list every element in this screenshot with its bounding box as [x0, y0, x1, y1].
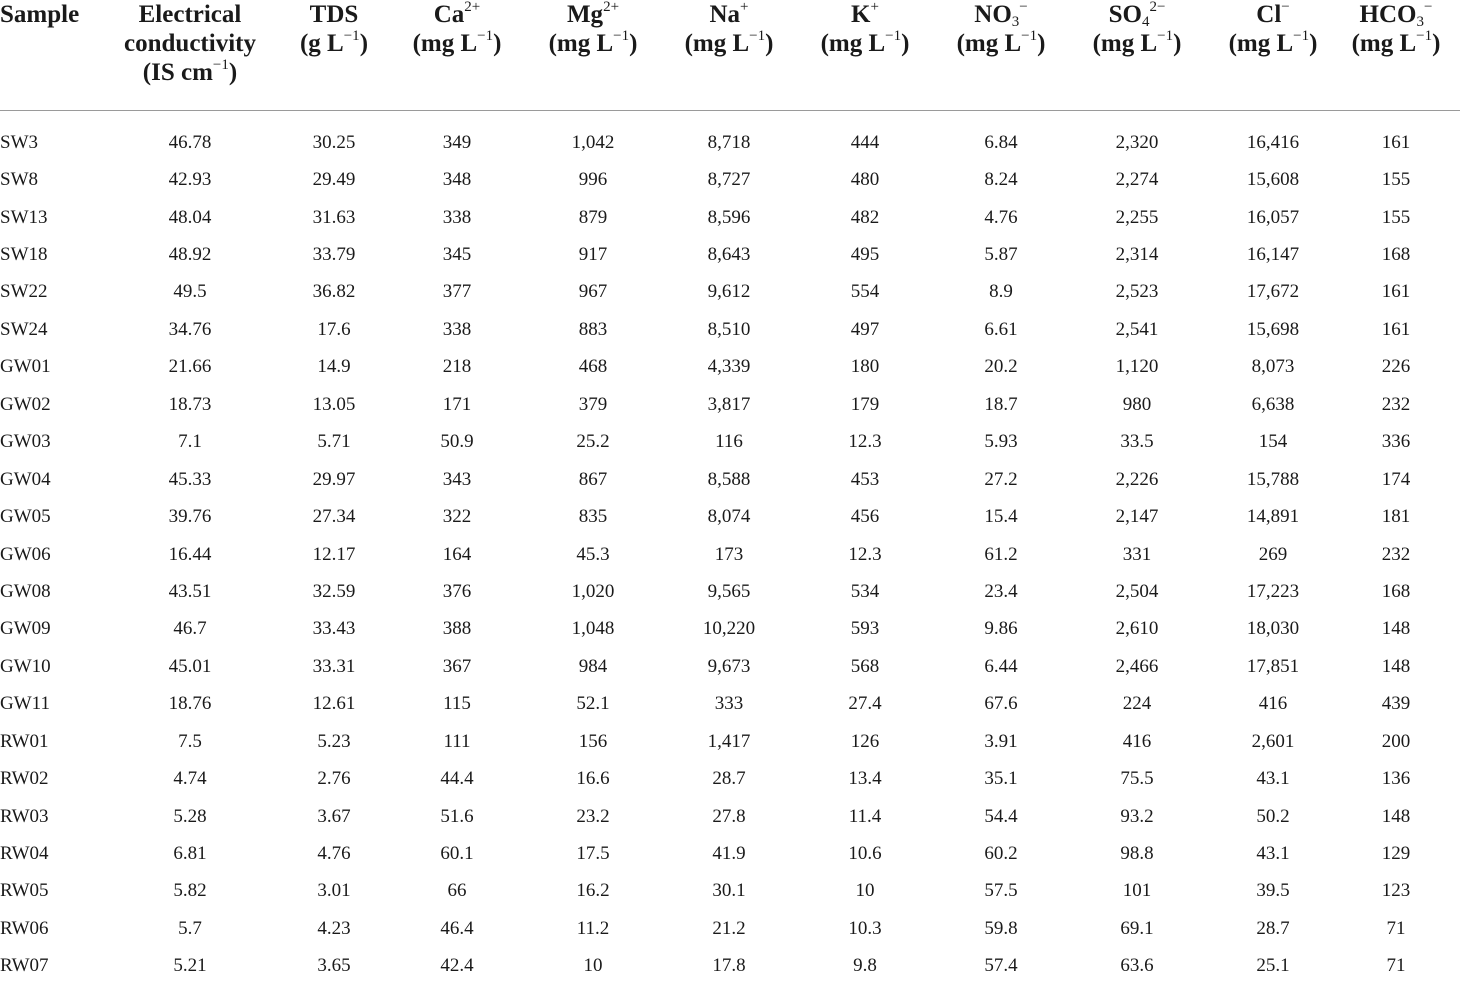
column-header-sample: Sample: [0, 0, 110, 111]
cell-sodium: 8,643: [670, 236, 788, 273]
cell-chloride: 28.7: [1214, 910, 1332, 947]
cell-chloride: 16,057: [1214, 199, 1332, 236]
cell-electrical-conductivity: 18.73: [110, 386, 270, 423]
cell-chloride: 17,672: [1214, 274, 1332, 311]
cell-calcium: 338: [398, 311, 516, 348]
cell-bicarbonate: 181: [1332, 498, 1460, 535]
cell-chloride: 18,030: [1214, 611, 1332, 648]
cell-sample: RW06: [0, 910, 110, 947]
cell-chloride: 15,698: [1214, 311, 1332, 348]
cell-chloride: 43.1: [1214, 760, 1332, 797]
cell-magnesium: 996: [516, 161, 670, 198]
cell-bicarbonate: 161: [1332, 311, 1460, 348]
cell-nitrate: 18.7: [942, 386, 1060, 423]
cell-potassium: 27.4: [788, 686, 942, 723]
cell-nitrate: 15.4: [942, 498, 1060, 535]
cell-calcium: 345: [398, 236, 516, 273]
cell-magnesium: 45.3: [516, 536, 670, 573]
cell-nitrate: 20.2: [942, 349, 1060, 386]
cell-chloride: 39.5: [1214, 873, 1332, 910]
cell-sodium: 8,510: [670, 311, 788, 348]
cell-tds: 30.25: [270, 124, 398, 161]
cell-nitrate: 4.76: [942, 199, 1060, 236]
cell-electrical-conductivity: 5.82: [110, 873, 270, 910]
cell-potassium: 180: [788, 349, 942, 386]
cell-potassium: 12.3: [788, 536, 942, 573]
cell-calcium: 218: [398, 349, 516, 386]
cell-chloride: 2,601: [1214, 723, 1332, 760]
cell-nitrate: 3.91: [942, 723, 1060, 760]
cell-sample: GW11: [0, 686, 110, 723]
cell-calcium: 50.9: [398, 424, 516, 461]
cell-sodium: 9,612: [670, 274, 788, 311]
cell-magnesium: 468: [516, 349, 670, 386]
cell-tds: 3.67: [270, 798, 398, 835]
cell-magnesium: 1,042: [516, 124, 670, 161]
cell-potassium: 12.3: [788, 424, 942, 461]
cell-magnesium: 16.2: [516, 873, 670, 910]
table-row: [0, 461, 1460, 498]
table-row: [0, 723, 1460, 760]
cell-bicarbonate: 232: [1332, 386, 1460, 423]
cell-chloride: 16,147: [1214, 236, 1332, 273]
cell-sodium: 27.8: [670, 798, 788, 835]
table-row: [0, 611, 1460, 648]
cell-magnesium: 10: [516, 948, 670, 985]
cell-sample: SW3: [0, 124, 110, 161]
table-row: [0, 798, 1460, 835]
cell-tds: 33.79: [270, 236, 398, 273]
cell-chloride: 17,851: [1214, 648, 1332, 685]
cell-sample: GW09: [0, 611, 110, 648]
cell-potassium: 453: [788, 461, 942, 498]
cell-sodium: 41.9: [670, 835, 788, 872]
cell-tds: 3.65: [270, 948, 398, 985]
column-header-sodium: Na+ (mg $L^{-1}$): [670, 0, 788, 111]
cell-tds: 3.01: [270, 873, 398, 910]
cell-electrical-conductivity: 49.5: [110, 274, 270, 311]
cell-bicarbonate: 174: [1332, 461, 1460, 498]
table-row: [0, 349, 1460, 386]
cell-nitrate: 9.86: [942, 611, 1060, 648]
cell-sample: GW03: [0, 424, 110, 461]
cell-sodium: 28.7: [670, 760, 788, 797]
cell-potassium: 497: [788, 311, 942, 348]
cell-sodium: 9,673: [670, 648, 788, 685]
cell-sample: GW05: [0, 498, 110, 535]
cell-chloride: 416: [1214, 686, 1332, 723]
cell-potassium: 11.4: [788, 798, 942, 835]
cell-sodium: 21.2: [670, 910, 788, 947]
cell-calcium: 164: [398, 536, 516, 573]
cell-sample: SW18: [0, 236, 110, 273]
cell-sample: RW02: [0, 760, 110, 797]
cell-nitrate: 60.2: [942, 835, 1060, 872]
cell-calcium: 171: [398, 386, 516, 423]
cell-sulfate: 2,314: [1060, 236, 1214, 273]
cell-sodium: 4,339: [670, 349, 788, 386]
cell-magnesium: 11.2: [516, 910, 670, 947]
table-row: [0, 873, 1460, 910]
cell-electrical-conductivity: 39.76: [110, 498, 270, 535]
cell-potassium: 126: [788, 723, 942, 760]
cell-calcium: 66: [398, 873, 516, 910]
cell-potassium: 13.4: [788, 760, 942, 797]
cell-sodium: 173: [670, 536, 788, 573]
cell-bicarbonate: 129: [1332, 835, 1460, 872]
cell-bicarbonate: 161: [1332, 124, 1460, 161]
cell-nitrate: 59.8: [942, 910, 1060, 947]
header-spacer: [0, 111, 1460, 125]
cell-sample: GW02: [0, 386, 110, 423]
cell-chloride: 14,891: [1214, 498, 1332, 535]
cell-bicarbonate: 168: [1332, 236, 1460, 273]
table-row: [0, 910, 1460, 947]
cell-sample: GW06: [0, 536, 110, 573]
cell-sulfate: 75.5: [1060, 760, 1214, 797]
cell-sample: RW04: [0, 835, 110, 872]
cell-sample: GW04: [0, 461, 110, 498]
column-header-tds: TDS (g $L^{-1}$): [270, 0, 398, 111]
cell-sulfate: 2,504: [1060, 573, 1214, 610]
cell-sulfate: 98.8: [1060, 835, 1214, 872]
cell-sulfate: 224: [1060, 686, 1214, 723]
table-row: [0, 386, 1460, 423]
cell-tds: 5.23: [270, 723, 398, 760]
cell-sulfate: 1,120: [1060, 349, 1214, 386]
cell-magnesium: 1,020: [516, 573, 670, 610]
table-row: [0, 760, 1460, 797]
cell-sample: RW07: [0, 948, 110, 985]
cell-electrical-conductivity: 6.81: [110, 835, 270, 872]
cell-nitrate: 6.84: [942, 124, 1060, 161]
cell-magnesium: 1,048: [516, 611, 670, 648]
table-row: [0, 124, 1460, 161]
table-row: [0, 199, 1460, 236]
cell-sulfate: 101: [1060, 873, 1214, 910]
cell-bicarbonate: 200: [1332, 723, 1460, 760]
cell-sodium: 116: [670, 424, 788, 461]
cell-nitrate: 57.4: [942, 948, 1060, 985]
cell-tds: 32.59: [270, 573, 398, 610]
cell-electrical-conductivity: 45.01: [110, 648, 270, 685]
cell-potassium: 554: [788, 274, 942, 311]
cell-magnesium: 52.1: [516, 686, 670, 723]
column-header-nitrate: $NO_3^-$ (mg $L^{-1}$): [942, 0, 1060, 111]
cell-potassium: 10: [788, 873, 942, 910]
cell-chloride: 269: [1214, 536, 1332, 573]
cell-electrical-conductivity: 46.7: [110, 611, 270, 648]
cell-chloride: 8,073: [1214, 349, 1332, 386]
cell-tds: 33.43: [270, 611, 398, 648]
cell-chloride: 6,638: [1214, 386, 1332, 423]
cell-calcium: 44.4: [398, 760, 516, 797]
cell-sulfate: 980: [1060, 386, 1214, 423]
cell-nitrate: 6.44: [942, 648, 1060, 685]
cell-sample: SW22: [0, 274, 110, 311]
cell-nitrate: 27.2: [942, 461, 1060, 498]
cell-potassium: 444: [788, 124, 942, 161]
cell-chloride: 154: [1214, 424, 1332, 461]
cell-magnesium: 879: [516, 199, 670, 236]
table-header: [0, 0, 1460, 111]
cell-magnesium: 23.2: [516, 798, 670, 835]
cell-sample: SW13: [0, 199, 110, 236]
cell-electrical-conductivity: 7.1: [110, 424, 270, 461]
cell-bicarbonate: 226: [1332, 349, 1460, 386]
cell-nitrate: 8.9: [942, 274, 1060, 311]
cell-tds: 4.76: [270, 835, 398, 872]
cell-sulfate: 2,541: [1060, 311, 1214, 348]
cell-tds: 12.61: [270, 686, 398, 723]
cell-nitrate: 6.61: [942, 311, 1060, 348]
column-header-chloride: Cl− (mg $L^{-1}$): [1214, 0, 1332, 111]
cell-magnesium: 16.6: [516, 760, 670, 797]
cell-potassium: 568: [788, 648, 942, 685]
cell-potassium: 10.3: [788, 910, 942, 947]
cell-sample: GW01: [0, 349, 110, 386]
cell-magnesium: 967: [516, 274, 670, 311]
cell-potassium: 482: [788, 199, 942, 236]
cell-tds: 17.6: [270, 311, 398, 348]
cell-calcium: 111: [398, 723, 516, 760]
cell-calcium: 388: [398, 611, 516, 648]
cell-sodium: 10,220: [670, 611, 788, 648]
cell-sample: SW8: [0, 161, 110, 198]
cell-magnesium: 917: [516, 236, 670, 273]
cell-calcium: 46.4: [398, 910, 516, 947]
cell-bicarbonate: 439: [1332, 686, 1460, 723]
cell-sulfate: 2,147: [1060, 498, 1214, 535]
cell-sodium: 3,817: [670, 386, 788, 423]
cell-calcium: 322: [398, 498, 516, 535]
cell-sulfate: 93.2: [1060, 798, 1214, 835]
cell-nitrate: 57.5: [942, 873, 1060, 910]
cell-electrical-conductivity: 21.66: [110, 349, 270, 386]
table-row: [0, 948, 1460, 985]
cell-tds: 33.31: [270, 648, 398, 685]
cell-sulfate: 2,523: [1060, 274, 1214, 311]
column-header-bicarbonate: $HCO_3^-$ (mg $L^{-1}$): [1332, 0, 1460, 111]
cell-calcium: 60.1: [398, 835, 516, 872]
cell-potassium: 9.8: [788, 948, 942, 985]
cell-calcium: 377: [398, 274, 516, 311]
cell-sample: GW08: [0, 573, 110, 610]
table-row: [0, 536, 1460, 573]
cell-bicarbonate: 123: [1332, 873, 1460, 910]
cell-potassium: 534: [788, 573, 942, 610]
cell-sample: RW03: [0, 798, 110, 835]
cell-calcium: 338: [398, 199, 516, 236]
cell-tds: 13.05: [270, 386, 398, 423]
column-header-calcium: $Ca^{2+}$ (mg $L^{-1}$): [398, 0, 516, 111]
cell-electrical-conductivity: 16.44: [110, 536, 270, 573]
cell-electrical-conductivity: 43.51: [110, 573, 270, 610]
cell-tds: 31.63: [270, 199, 398, 236]
cell-sodium: 8,718: [670, 124, 788, 161]
cell-magnesium: 17.5: [516, 835, 670, 872]
cell-potassium: 179: [788, 386, 942, 423]
cell-electrical-conductivity: 5.7: [110, 910, 270, 947]
cell-sodium: 17.8: [670, 948, 788, 985]
cell-bicarbonate: 136: [1332, 760, 1460, 797]
cell-electrical-conductivity: 18.76: [110, 686, 270, 723]
cell-sample: SW24: [0, 311, 110, 348]
cell-electrical-conductivity: 42.93: [110, 161, 270, 198]
table-row: [0, 161, 1460, 198]
cell-tds: 5.71: [270, 424, 398, 461]
cell-electrical-conductivity: 5.28: [110, 798, 270, 835]
column-header-magnesium: $Mg^{2+}$ (mg $L^{-1}$): [516, 0, 670, 111]
table-row: [0, 686, 1460, 723]
cell-bicarbonate: 161: [1332, 274, 1460, 311]
cell-sulfate: 331: [1060, 536, 1214, 573]
cell-sodium: 9,565: [670, 573, 788, 610]
cell-tds: 27.34: [270, 498, 398, 535]
cell-sulfate: 2,255: [1060, 199, 1214, 236]
cell-tds: 14.9: [270, 349, 398, 386]
cell-electrical-conductivity: 34.76: [110, 311, 270, 348]
cell-nitrate: 54.4: [942, 798, 1060, 835]
cell-calcium: 367: [398, 648, 516, 685]
cell-magnesium: 867: [516, 461, 670, 498]
cell-bicarbonate: 148: [1332, 611, 1460, 648]
cell-chloride: 15,788: [1214, 461, 1332, 498]
cell-chloride: 17,223: [1214, 573, 1332, 610]
cell-sodium: 8,588: [670, 461, 788, 498]
cell-nitrate: 23.4: [942, 573, 1060, 610]
cell-sulfate: 2,466: [1060, 648, 1214, 685]
cell-sulfate: 2,274: [1060, 161, 1214, 198]
cell-sample: GW10: [0, 648, 110, 685]
cell-chloride: 15,608: [1214, 161, 1332, 198]
cell-calcium: 51.6: [398, 798, 516, 835]
table-body: [0, 111, 1460, 985]
cell-chloride: 43.1: [1214, 835, 1332, 872]
cell-chloride: 25.1: [1214, 948, 1332, 985]
cell-bicarbonate: 232: [1332, 536, 1460, 573]
cell-sulfate: 69.1: [1060, 910, 1214, 947]
cell-sulfate: 33.5: [1060, 424, 1214, 461]
table-row: [0, 498, 1460, 535]
cell-magnesium: 984: [516, 648, 670, 685]
cell-electrical-conductivity: 4.74: [110, 760, 270, 797]
cell-chloride: 50.2: [1214, 798, 1332, 835]
column-header-sulfate: $SO_4^{2-}$ (mg $L^{-1}$): [1060, 0, 1214, 111]
cell-sulfate: 2,610: [1060, 611, 1214, 648]
cell-nitrate: 61.2: [942, 536, 1060, 573]
cell-tds: 29.97: [270, 461, 398, 498]
cell-electrical-conductivity: 7.5: [110, 723, 270, 760]
cell-chloride: 16,416: [1214, 124, 1332, 161]
cell-tds: 36.82: [270, 274, 398, 311]
cell-magnesium: 835: [516, 498, 670, 535]
cell-bicarbonate: 148: [1332, 648, 1460, 685]
cell-potassium: 10.6: [788, 835, 942, 872]
cell-magnesium: 156: [516, 723, 670, 760]
cell-calcium: 343: [398, 461, 516, 498]
cell-potassium: 480: [788, 161, 942, 198]
cell-sulfate: 2,226: [1060, 461, 1214, 498]
cell-electrical-conductivity: 48.92: [110, 236, 270, 273]
cell-calcium: 376: [398, 573, 516, 610]
cell-bicarbonate: 148: [1332, 798, 1460, 835]
cell-nitrate: 5.93: [942, 424, 1060, 461]
cell-calcium: 349: [398, 124, 516, 161]
cell-bicarbonate: 168: [1332, 573, 1460, 610]
cell-sulfate: 416: [1060, 723, 1214, 760]
table-row: [0, 274, 1460, 311]
cell-nitrate: 8.24: [942, 161, 1060, 198]
header-row: [0, 0, 1460, 111]
cell-sulfate: 63.6: [1060, 948, 1214, 985]
cell-bicarbonate: 71: [1332, 910, 1460, 947]
cell-magnesium: 883: [516, 311, 670, 348]
cell-nitrate: 67.6: [942, 686, 1060, 723]
cell-electrical-conductivity: 46.78: [110, 124, 270, 161]
cell-potassium: 456: [788, 498, 942, 535]
cell-sample: RW05: [0, 873, 110, 910]
cell-bicarbonate: 155: [1332, 161, 1460, 198]
cell-magnesium: 25.2: [516, 424, 670, 461]
cell-tds: 29.49: [270, 161, 398, 198]
cell-electrical-conductivity: 45.33: [110, 461, 270, 498]
cell-calcium: 115: [398, 686, 516, 723]
table-row: [0, 573, 1460, 610]
cell-sodium: 30.1: [670, 873, 788, 910]
cell-sodium: 8,727: [670, 161, 788, 198]
cell-nitrate: 35.1: [942, 760, 1060, 797]
cell-magnesium: 379: [516, 386, 670, 423]
table-row: [0, 311, 1460, 348]
cell-sample: RW01: [0, 723, 110, 760]
cell-tds: 4.23: [270, 910, 398, 947]
cell-sodium: 8,074: [670, 498, 788, 535]
cell-sodium: 8,596: [670, 199, 788, 236]
cell-electrical-conductivity: 5.21: [110, 948, 270, 985]
column-header-electrical-conductivity: Electrical conductivity (IS $cm^{-1}$): [110, 0, 270, 111]
cell-bicarbonate: 336: [1332, 424, 1460, 461]
column-header-potassium: K+ (mg $L^{-1}$): [788, 0, 942, 111]
cell-electrical-conductivity: 48.04: [110, 199, 270, 236]
cell-sodium: 1,417: [670, 723, 788, 760]
cell-calcium: 42.4: [398, 948, 516, 985]
cell-tds: 12.17: [270, 536, 398, 573]
cell-bicarbonate: 71: [1332, 948, 1460, 985]
cell-potassium: 593: [788, 611, 942, 648]
cell-sodium: 333: [670, 686, 788, 723]
table-row: [0, 236, 1460, 273]
cell-sulfate: 2,320: [1060, 124, 1214, 161]
cell-bicarbonate: 155: [1332, 199, 1460, 236]
table-row: [0, 424, 1460, 461]
cell-nitrate: 5.87: [942, 236, 1060, 273]
table-row: [0, 835, 1460, 872]
cell-potassium: 495: [788, 236, 942, 273]
cell-calcium: 348: [398, 161, 516, 198]
cell-tds: 2.76: [270, 760, 398, 797]
table-row: [0, 648, 1460, 685]
